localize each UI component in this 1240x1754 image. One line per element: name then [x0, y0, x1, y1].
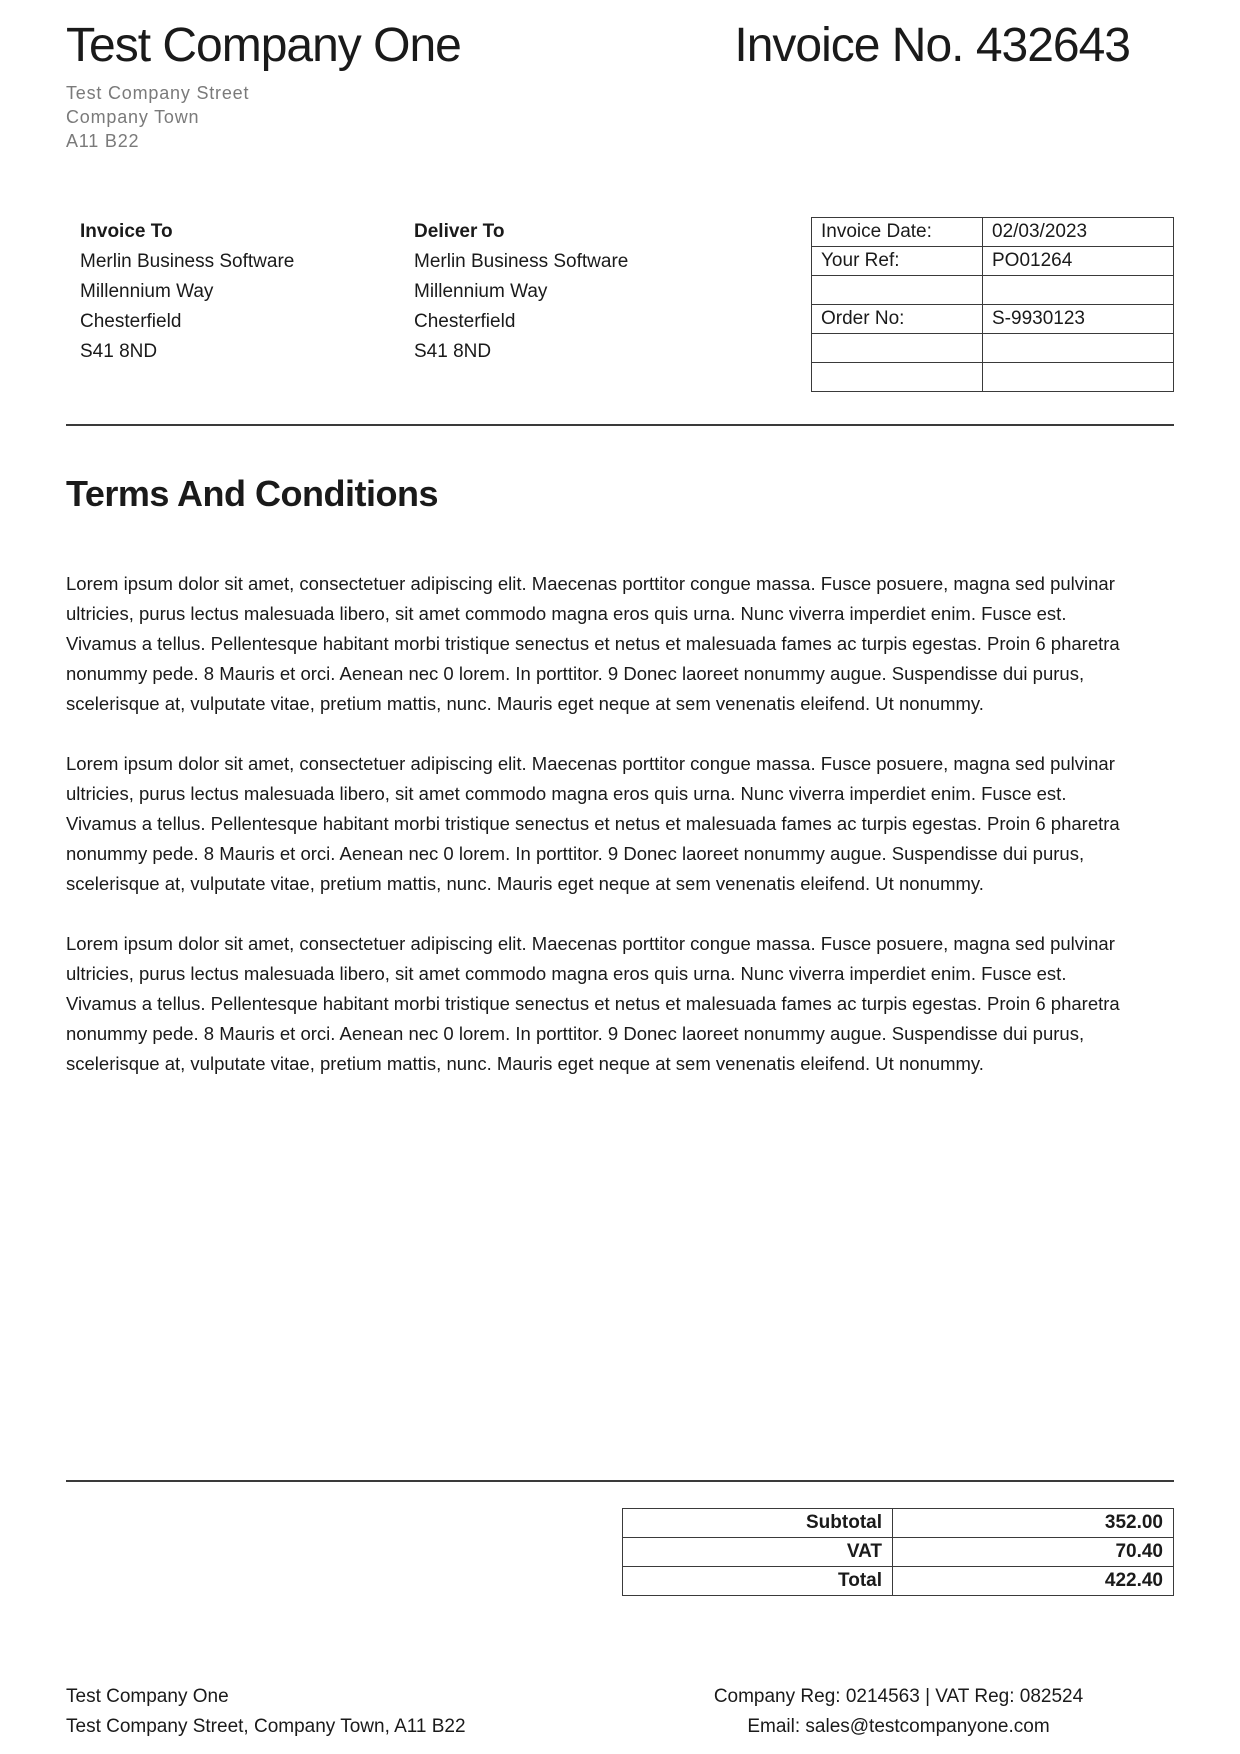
invoice-details-table [811, 217, 1174, 392]
footer-company-reg: Company Reg: 0214563 | VAT Reg: 082524 [713, 1686, 1084, 1707]
deliver-to-line: Chesterfield [414, 311, 516, 333]
subtotal-label-cell: Subtotal [623, 1509, 893, 1538]
deliver-to-line: S41 8ND [414, 341, 492, 363]
company-address-line: A11 B22 [66, 131, 140, 152]
total-label-cell: Total [623, 1567, 893, 1596]
invoice-number: Invoice No. 432643 [734, 19, 1130, 72]
details-label-cell: Invoice Date: [812, 218, 983, 247]
details-label-cell [812, 363, 983, 392]
totals-section [66, 1480, 1174, 1596]
invoice-to-line: Millennium Way [80, 281, 214, 303]
details-label-cell: Your Ref: [812, 247, 983, 276]
terms-paragraph: Lorem ipsum dolor sit amet, consectetuer adipiscing elit. Maecenas porttitor congue massa. Fusce posuere, magna sed pulvinar ultricies, purus lectus malesuada libero, sit amet commodo magna eros quis urna. Nunc viverra imperdiet enim. Fusce est. Vivamus a tellus. Pellentesque habitant morbi tristique senectus et netus et malesuada fames ac turpis egestas. Proin 6 pharetra nonummy pede. 8 Mauris et orci. Aenean nec 0 lorem. In porttitor. 9 Donec laoreet nonummy augue. Suspendisse dui purus, scelerisque at, vulputate vitae, pretium mattis, nunc. Mauris eget neque at sem venenatis eleifend. Ut nonummy. [66, 933, 1120, 1075]
terms-paragraph: Lorem ipsum dolor sit amet, consectetuer adipiscing elit. Maecenas porttitor congue massa. Fusce posuere, magna sed pulvinar ultricies, purus lectus malesuada libero, sit amet commodo magna eros quis urna. Nunc viverra imperdiet enim. Fusce est. Vivamus a tellus. Pellentesque habitant morbi tristique senectus et netus et malesuada fames ac turpis egestas. Proin 6 pharetra nonummy pede. 8 Mauris et orci. Aenean nec 0 lorem. In porttitor. 9 Donec laoreet nonummy augue. Suspendisse dui purus, scelerisque at, vulputate vitae, pretium mattis, nunc. Mauris eget neque at sem venenatis eleifend. Ut nonummy. [66, 573, 1120, 715]
page-content [66, 0, 1174, 1079]
vat-value-cell: 70.40 [893, 1538, 1174, 1567]
terms-paragraph: Lorem ipsum dolor sit amet, consectetuer adipiscing elit. Maecenas porttitor congue massa. Fusce posuere, magna sed pulvinar ultricies, purus lectus malesuada libero, sit amet commodo magna eros quis urna. Nunc viverra imperdiet enim. Fusce est. Vivamus a tellus. Pellentesque habitant morbi tristique senectus et netus et malesuada fames ac turpis egestas. Proin 6 pharetra nonummy pede. 8 Mauris et orci. Aenean nec 0 lorem. In porttitor. 9 Donec laoreet nonummy augue. Suspendisse dui purus, scelerisque at, vulputate vitae, pretium mattis, nunc. Mauris eget neque at sem venenatis eleifend. Ut nonummy. [66, 753, 1120, 895]
invoice-to-label: Invoice To [80, 221, 173, 243]
invoice-to-line: S41 8ND [80, 341, 158, 363]
footer-right [623, 1682, 1174, 1742]
details-row [812, 334, 1174, 363]
totals-divider [66, 1480, 1174, 1482]
details-label-cell: Order No: [812, 305, 983, 334]
company-address [66, 81, 1174, 153]
details-row [812, 218, 1174, 247]
invoice-to-line: Chesterfield [80, 311, 182, 333]
details-value-cell: S-9930123 [983, 305, 1174, 334]
totals-row [623, 1567, 1174, 1596]
deliver-to-line: Millennium Way [414, 281, 548, 303]
totals-row [623, 1538, 1174, 1567]
footer-company-name: Test Company One [66, 1686, 229, 1707]
terms-heading: Terms And Conditions [66, 473, 438, 515]
details-label-cell [812, 276, 983, 305]
totals-row [623, 1509, 1174, 1538]
invoice-to-line: Merlin Business Software [80, 251, 295, 273]
totals-table [622, 1508, 1174, 1596]
vat-label-cell: VAT [623, 1538, 893, 1567]
details-row [812, 276, 1174, 305]
footer-company-address: Test Company Street, Company Town, A11 B22 [66, 1716, 466, 1737]
details-row [812, 363, 1174, 392]
details-value-cell: 02/03/2023 [983, 218, 1174, 247]
details-value-cell [983, 276, 1174, 305]
details-row [812, 247, 1174, 276]
subtotal-value-cell: 352.00 [893, 1509, 1174, 1538]
details-row [812, 305, 1174, 334]
details-value-cell [983, 363, 1174, 392]
details-label-cell [812, 334, 983, 363]
footer-left [66, 1682, 466, 1742]
terms-section [66, 473, 1174, 1079]
footer-email: Email: sales@testcompanyone.com [747, 1716, 1050, 1737]
total-value-cell: 422.40 [893, 1567, 1174, 1596]
deliver-to-line: Merlin Business Software [414, 251, 629, 273]
company-address-line: Company Town [66, 107, 200, 128]
invoice-to-section [66, 217, 400, 367]
company-address-line: Test Company Street [66, 83, 250, 104]
deliver-to-section [400, 217, 734, 367]
details-value-cell [983, 334, 1174, 363]
parties-row [66, 217, 1174, 392]
company-name: Test Company One [66, 19, 461, 72]
deliver-to-label: Deliver To [414, 221, 505, 243]
section-divider [66, 424, 1174, 426]
details-value-cell: PO01264 [983, 247, 1174, 276]
header [66, 0, 1174, 73]
